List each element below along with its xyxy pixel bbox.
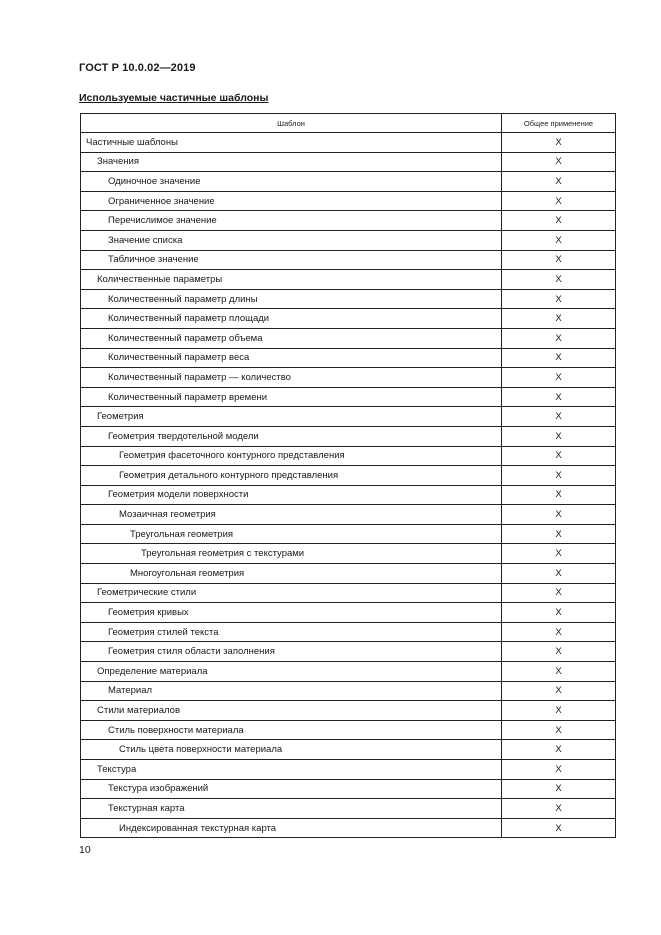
template-name-cell: Количественный параметр объема xyxy=(81,328,502,348)
general-usage-cell: X xyxy=(502,701,616,721)
table-row xyxy=(81,701,616,721)
template-name-cell: Одиночное значение xyxy=(81,172,502,192)
general-usage-cell: X xyxy=(502,583,616,603)
general-usage-cell: X xyxy=(502,270,616,290)
section-title: Используемые частичные шаблоны xyxy=(79,92,269,104)
table-row xyxy=(81,564,616,584)
templates-table xyxy=(80,113,616,838)
table-row xyxy=(81,505,616,525)
table-row xyxy=(81,662,616,682)
template-name-cell: Индексированная текстурная карта xyxy=(81,818,502,838)
template-name-cell: Частичные шаблоны xyxy=(81,133,502,153)
template-name-cell: Стили материалов xyxy=(81,701,502,721)
general-usage-cell: X xyxy=(502,211,616,231)
template-name-cell: Текстура изображений xyxy=(81,779,502,799)
general-usage-cell: X xyxy=(502,152,616,172)
template-name-cell: Геометрия стиля области заполнения xyxy=(81,642,502,662)
general-usage-cell: X xyxy=(502,485,616,505)
general-usage-cell: X xyxy=(502,681,616,701)
table-row xyxy=(81,818,616,838)
general-usage-cell: X xyxy=(502,524,616,544)
table-row xyxy=(81,446,616,466)
template-name-cell: Геометрия xyxy=(81,407,502,427)
table-row xyxy=(81,230,616,250)
table-row xyxy=(81,133,616,153)
general-usage-cell: X xyxy=(502,387,616,407)
template-name-cell: Текстура xyxy=(81,760,502,780)
template-name-cell: Стиль поверхности материала xyxy=(81,720,502,740)
template-name-cell: Определение материала xyxy=(81,662,502,682)
template-name-cell: Мозаичная геометрия xyxy=(81,505,502,525)
column-header-usage: Общее применение xyxy=(502,114,616,133)
page-header: ГОСТ Р 10.0.02—2019 xyxy=(79,62,196,74)
general-usage-cell: X xyxy=(502,348,616,368)
general-usage-cell: X xyxy=(502,662,616,682)
template-name-cell: Геометрия стилей текста xyxy=(81,622,502,642)
general-usage-cell: X xyxy=(502,328,616,348)
table-row xyxy=(81,348,616,368)
table-row xyxy=(81,289,616,309)
general-usage-cell: X xyxy=(502,250,616,270)
general-usage-cell: X xyxy=(502,564,616,584)
template-name-cell: Материал xyxy=(81,681,502,701)
template-name-cell: Геометрия кривых xyxy=(81,603,502,623)
table-row xyxy=(81,524,616,544)
template-name-cell: Текстурная карта xyxy=(81,799,502,819)
general-usage-cell: X xyxy=(502,622,616,642)
general-usage-cell: X xyxy=(502,544,616,564)
table-row xyxy=(81,368,616,388)
template-name-cell: Ограниченное значение xyxy=(81,191,502,211)
table-row xyxy=(81,328,616,348)
table-row xyxy=(81,387,616,407)
general-usage-cell: X xyxy=(502,172,616,192)
template-name-cell: Треугольная геометрия xyxy=(81,524,502,544)
table-row xyxy=(81,720,616,740)
table-row xyxy=(81,426,616,446)
template-name-cell: Геометрия фасеточного контурного представления xyxy=(81,446,502,466)
template-name-cell: Количественный параметр — количество xyxy=(81,368,502,388)
general-usage-cell: X xyxy=(502,779,616,799)
general-usage-cell: X xyxy=(502,230,616,250)
table-row xyxy=(81,270,616,290)
template-name-cell: Геометрия модели поверхности xyxy=(81,485,502,505)
template-name-cell: Стиль цвета поверхности материала xyxy=(81,740,502,760)
table-row xyxy=(81,191,616,211)
general-usage-cell: X xyxy=(502,133,616,153)
template-name-cell: Геометрические стили xyxy=(81,583,502,603)
table-row xyxy=(81,760,616,780)
template-name-cell: Количественный параметр площади xyxy=(81,309,502,329)
general-usage-cell: X xyxy=(502,603,616,623)
template-name-cell: Табличное значение xyxy=(81,250,502,270)
table-row xyxy=(81,642,616,662)
table-row xyxy=(81,309,616,329)
general-usage-cell: X xyxy=(502,505,616,525)
table-row xyxy=(81,740,616,760)
table-row xyxy=(81,152,616,172)
table-row xyxy=(81,466,616,486)
general-usage-cell: X xyxy=(502,426,616,446)
table-row xyxy=(81,799,616,819)
template-name-cell: Значения xyxy=(81,152,502,172)
template-name-cell: Значение списка xyxy=(81,230,502,250)
template-name-cell: Количественный параметр времени xyxy=(81,387,502,407)
table-row xyxy=(81,172,616,192)
general-usage-cell: X xyxy=(502,368,616,388)
general-usage-cell: X xyxy=(502,407,616,427)
table-row xyxy=(81,583,616,603)
template-name-cell: Многоугольная геометрия xyxy=(81,564,502,584)
template-name-cell: Перечислимое значение xyxy=(81,211,502,231)
general-usage-cell: X xyxy=(502,289,616,309)
template-name-cell: Количественные параметры xyxy=(81,270,502,290)
table-row xyxy=(81,485,616,505)
table-row xyxy=(81,544,616,564)
table-row xyxy=(81,603,616,623)
table-body xyxy=(81,133,616,838)
table-row xyxy=(81,681,616,701)
table-row xyxy=(81,622,616,642)
general-usage-cell: X xyxy=(502,799,616,819)
column-header-template: Шаблон xyxy=(81,114,502,133)
page-number: 10 xyxy=(79,844,91,856)
template-name-cell: Геометрия твердотельной модели xyxy=(81,426,502,446)
general-usage-cell: X xyxy=(502,309,616,329)
general-usage-cell: X xyxy=(502,446,616,466)
table-row xyxy=(81,211,616,231)
template-name-cell: Треугольная геометрия с текстурами xyxy=(81,544,502,564)
table-row xyxy=(81,407,616,427)
table-header-row xyxy=(81,114,616,133)
template-name-cell: Количественный параметр длины xyxy=(81,289,502,309)
general-usage-cell: X xyxy=(502,760,616,780)
template-name-cell: Геометрия детального контурного представления xyxy=(81,466,502,486)
general-usage-cell: X xyxy=(502,466,616,486)
table-row xyxy=(81,250,616,270)
template-name-cell: Количественный параметр веса xyxy=(81,348,502,368)
general-usage-cell: X xyxy=(502,720,616,740)
general-usage-cell: X xyxy=(502,191,616,211)
general-usage-cell: X xyxy=(502,642,616,662)
table-row xyxy=(81,779,616,799)
general-usage-cell: X xyxy=(502,818,616,838)
general-usage-cell: X xyxy=(502,740,616,760)
